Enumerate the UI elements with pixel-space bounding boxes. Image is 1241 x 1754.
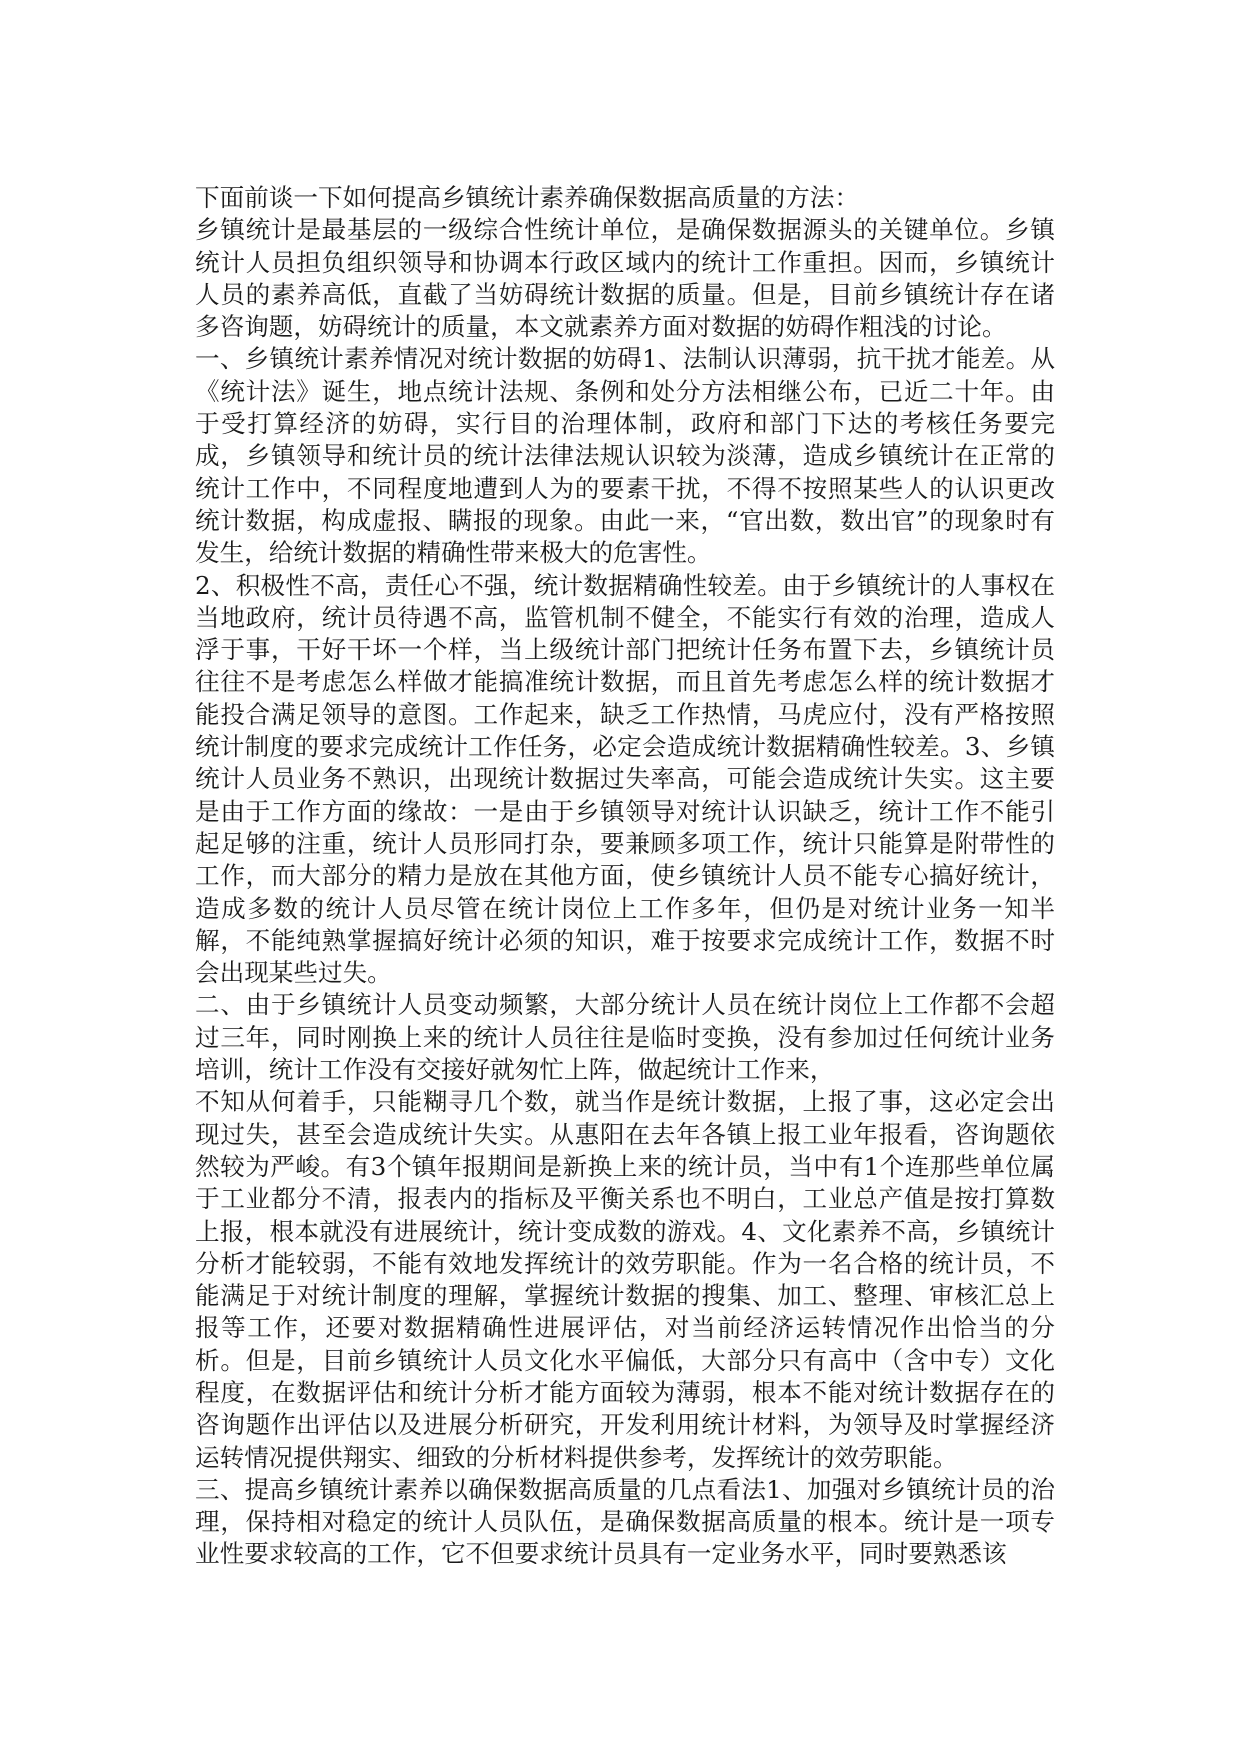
paragraph-section-two: 二、由于乡镇统计人员变动频繁，大部分统计人员在统计岗位上工作都不会超过三年，同时刚换上来的统计人员往往是临时变换，没有参加过任何统计业务培训，统计工作没有交接好就匆忙上阵，做起统计工作来，: [195, 990, 1055, 1085]
body-text: [195, 182, 1055, 1571]
paragraph-intro: 下面前谈一下如何提高乡镇统计素养确保数据高质量的方法：: [195, 183, 860, 212]
paragraph-section-three: 三、提高乡镇统计素养以确保数据高质量的几点看法1、加强对乡镇统计员的治理，保持相对稳定的统计人员队伍，是确保数据高质量的根本。统计是一项专业性要求较高的工作，它不但要求统计员具有一定业务水平，同时要熟悉该: [195, 1474, 1055, 1569]
paragraph-point-two: 2、积极性不高，责任心不强，统计数据精确性较差。由于乡镇统计的人事权在当地政府，统计员待遇不高，监管机制不健全，不能实行有效的治理，造成人浮于事，干好干坏一个样，当上级统计部门把统计任务布置下去，乡镇统计员往往不是考虑怎么样做才能搞准统计数据，而且首先考虑怎么样的统计数据才能投合满足领导的意图。工作起来，缺乏工作热情，马虎应付，没有严格按照统计制度的要求完成统计工作任务，必定会造成统计数据精确性较差。3、乡镇统计人员业务不熟识，出现统计数据过失率高，可能会造成统计失实。这主要是由于工作方面的缘故：一是由于乡镇领导对统计认识缺乏，统计工作不能引起足够的注重，统计人员形同打杂，要兼顾多项工作，统计只能算是附带性的工作，而大部分的精力是放在其他方面，使乡镇统计人员不能专心搞好统计，造成多数的统计人员尽管在统计岗位上工作多年，但仍是对统计业务一知半解，不能纯熟掌握搞好统计必须的知识，难于按要求完成统计工作，数据不时会出现某些过失。: [195, 570, 1055, 988]
paragraph-overview: 乡镇统计是最基层的一级综合性统计单位，是确保数据源头的关键单位。乡镇统计人员担负组织领导和协调本行政区域内的统计工作重担。因而，乡镇统计人员的素养高低，直截了当妨碍统计数据的质量。但是，目前乡镇统计存在诸多咨询题，妨碍统计的质量，本文就素养方面对数据的妨碍作粗浅的讨论。: [195, 215, 1055, 342]
paragraph-section-two-continued: 不知从何着手，只能糊寻几个数，就当作是统计数据，上报了事，这必定会出现过失，甚至会造成统计失实。从惠阳在去年各镇上报工业年报看，咨询题依然较为严峻。有3个镇年报期间是新换上来的统计员，当中有1个连那些单位属于工业都分不清，报表内的指标及平衡关系也不明白，工业总产值是按打算数上报，根本就没有进展统计，统计变成数的游戏。4、文化素养不高，乡镇统计分析才能较弱，不能有效地发挥统计的效劳职能。作为一名合格的统计员，不能满足于对统计制度的理解，掌握统计数据的搜集、加工、整理、审核汇总上报等工作，还要对数据精确性进展评估，对当前经济运转情况作出恰当的分析。但是，目前乡镇统计人员文化水平偏低，大部分只有高中（含中专）文化程度，在数据评估和统计分析才能方面较为薄弱，根本不能对统计数据存在的咨询题作出评估以及进展分析研究，开发利用统计材料，为领导及时掌握经济运转情况提供翔实、细致的分析材料提供参考，发挥统计的效劳职能。: [195, 1087, 1055, 1472]
paragraph-section-one: 一、乡镇统计素养情况对统计数据的妨碍1、法制认识薄弱，抗干扰才能差。从《统计法》诞生，地点统计法规、条例和处分方法相继公布，已近二十年。由于受打算经济的妨碍，实行目的治理体制，政府和部门下达的考核任务要完成，乡镇领导和统计员的统计法律法规认识较为淡薄，造成乡镇统计在正常的统计工作中，不同程度地遭到人为的要素干扰，不得不按照某些人的认识更改统计数据，构成虚报、瞒报的现象。由此一来，“官出数，数出官”的现象时有发生，给统计数据的精确性带来极大的危害性。: [195, 344, 1055, 568]
